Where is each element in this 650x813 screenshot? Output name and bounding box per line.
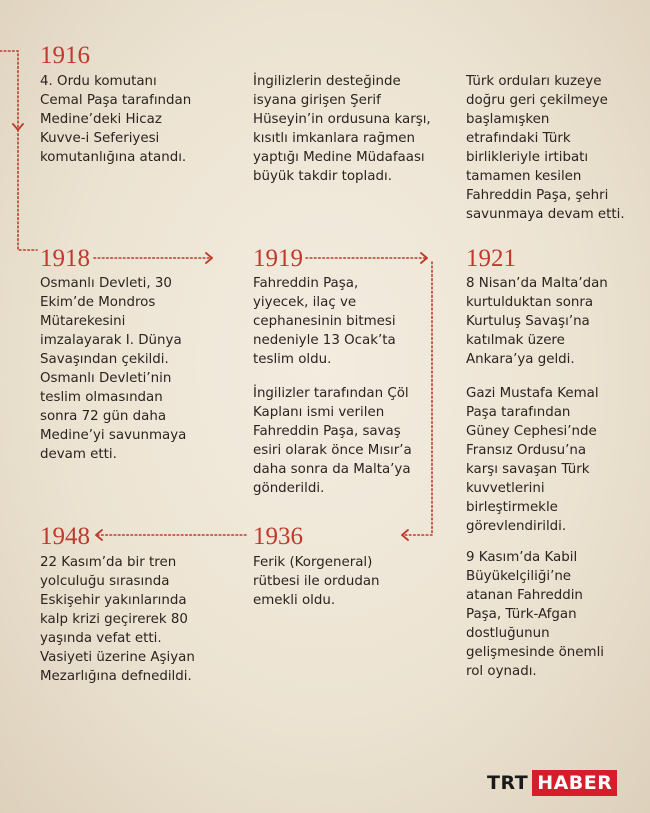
- trt-haber-logo: [487, 769, 617, 797]
- year-1916: 1916: [40, 42, 90, 69]
- connector-top: [0, 51, 37, 250]
- logo-haber: HABER: [532, 770, 617, 796]
- entry-1921-text-1: 8 Nisan’da Malta’dan kurtulduktan sonra Kurtuluş Savaşı’na katılmak üzere Ankara’ya geldi.: [466, 276, 608, 367]
- entry-1916-text-3: Türk orduları kuzeye doğru geri çekilmeye başlamışken etrafındaki Türk birlikleriyle irtibatı tamamen kesilen Fahreddin Paşa, şehri savunmaya devam etti.: [466, 74, 625, 222]
- year-1948: 1948: [40, 523, 90, 550]
- entry-1936-text: Ferik (Korgeneral) rütbesi ile ordudan emekli oldu.: [253, 555, 380, 608]
- entry-1919-text-2: İngilizler tarafından Çöl Kaplanı ismi verilen Fahreddin Paşa, savaş esiri olarak önce Mısır’a daha sonra da Malta’ya gönderildi.: [253, 386, 412, 496]
- entry-1921-text-3: 9 Kasım’da Kabil Büyükelçiliği’ne atanan Fahreddin Paşa, Türk-Afgan dostluğunun gelişmesinde önemli rol oynadı.: [466, 550, 605, 679]
- year-1918: 1918: [40, 245, 90, 272]
- year-1919: 1919: [253, 245, 303, 272]
- year-1936: 1936: [253, 523, 303, 550]
- entry-1916-text-1: 4. Ordu komutanı Cemal Paşa tarafından Medine’deki Hicaz Kuvve-i Seferiyesi komutanlığına atandı.: [40, 74, 192, 165]
- entry-1919-text-1: Fahreddin Paşa, yiyecek, ilaç ve cephanesinin bitmesi nedeniyle 13 Ocak’ta teslim oldu.: [253, 276, 396, 367]
- year-1921: 1921: [466, 245, 516, 272]
- entry-1918-text: Osmanlı Devleti, 30 Ekim’de Mondros Mütarekesini imzalayarak I. Dünya Savaşından çekildi. Osmanlı Devleti’nin teslim olmasından sonra 72 gün daha Medine’yi savunmaya devam etti.: [40, 276, 187, 462]
- logo-trt: TRT: [487, 772, 529, 794]
- entry-1916-text-2: İngilizlerin desteğinde isyana girişen Şerif Hüseyin’in ordusuna karşı, kısıtlı imkanlara rağmen yaptığı Medine Müdafaası büyük takdir topladı.: [253, 74, 431, 184]
- entry-1921-text-2: Gazi Mustafa Kemal Paşa tarafından Güney Cephesi’nde Fransız Ordusu’na karşı savaşan Türk kuvvetlerini birleştirmekle görevlendirildi.: [466, 386, 599, 534]
- entry-1948-text: 22 Kasım’da bir tren yolculuğu sırasında Eskişehir yakınlarında kalp krizi geçirerek 80 yaşında vefat etti. Vasiyeti üzerine Aşiyan Mezarlığına defnedildi.: [40, 555, 195, 684]
